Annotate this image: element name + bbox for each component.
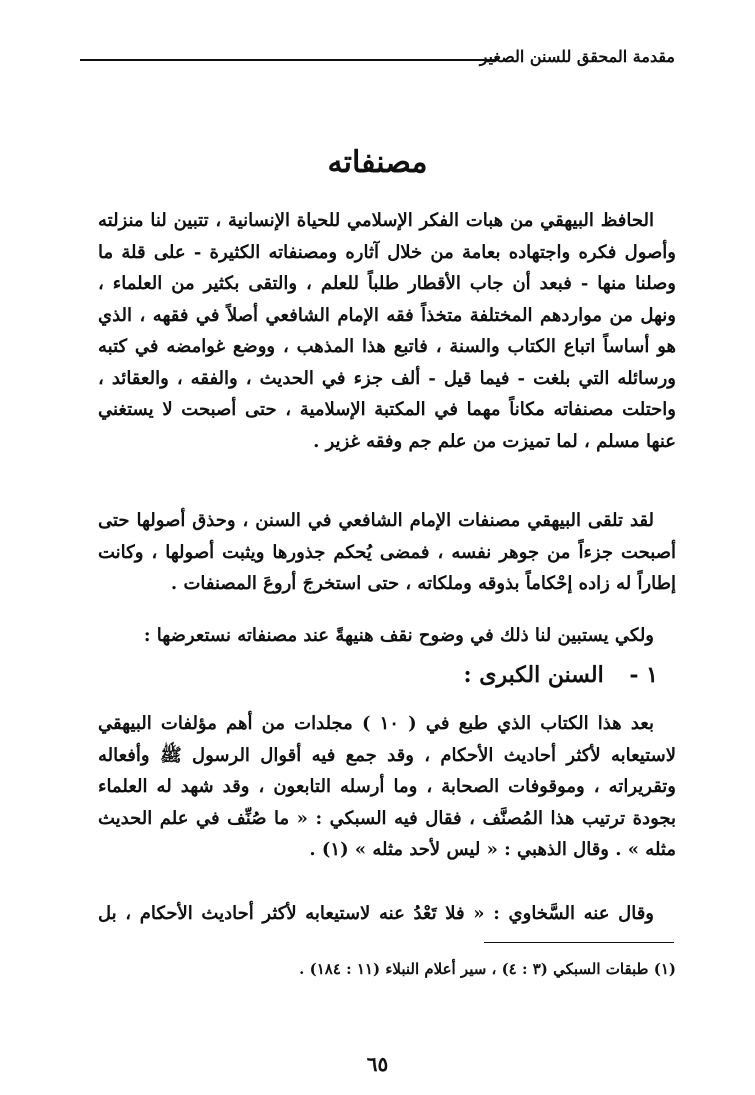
paragraph-sunan-kubra (98, 708, 676, 866)
text-line: مثله » . وقال الذهبي : « ليس لأحد مثله » (١) . (309, 839, 676, 860)
footnote-rule (484, 942, 674, 943)
text-line: وأصول فكره واجتهاده بعامة من خلال آثاره ومصنفاته الكثيرة - على قلة ما (98, 241, 676, 263)
text-line: ونهل من مواردهم المختلفة متخذاً فقه الإمام الشافعي أصلاً في فقهه ، الذي (98, 304, 676, 326)
section-title: مصنفاته (327, 145, 428, 180)
text-line: لقد تلقى البيهقي مصنفات الإمام الشافعي في السنن ، وحذق أصولها حتى (98, 510, 654, 531)
text-line: عنها مسلم ، لما تميزت من علم جم وفقه غزير . (313, 430, 676, 452)
text-line: لاستيعابه لأكثر أحاديث الأحكام ، وقد جمع فيه أقوال الرسول ﷺ وأفعاله (98, 744, 676, 766)
running-header-title: مقدمة المحقق للسنن الصغير (479, 47, 675, 66)
text-line: أصبحت جزءاً من جوهر نفسه ، فمضى يُحكم جذورها ويثبت أصولها ، وكانت (98, 541, 676, 563)
text-line: وقال عنه السَّخاوي : « فلا تَعْدُ عنه لاستيعابه لأكثر أحاديث الأحكام ، بل (98, 903, 654, 924)
subheading-title: السنن الكبرى : (463, 662, 604, 688)
subheading-sunan-kubra (98, 662, 658, 688)
header-rule (80, 59, 497, 61)
paragraph-sakhawi (98, 898, 676, 930)
text-line: ولكي يستبين لنا ذلك في وضوح نقف هنيهةً عند مصنفاته نستعرضها : (143, 625, 654, 646)
text-line: وتقريراته ، وموقوفات الصحابة ، وما أرسله التابعون ، وقد شهد له العلماء (98, 776, 676, 797)
page-number: ٦٥ (366, 1052, 389, 1076)
subheading-number: ١ - (629, 662, 658, 688)
text-line: هو أساساً اتباع الكتاب والسنة ، فاتبع هذا المذهب ، ووضع غوامضه في كتبه (98, 336, 676, 357)
text-line: بعد هذا الكتاب الذي طبع في ( ١٠ ) مجلدات من أهم مؤلفات البيهقي (98, 713, 654, 734)
text-line: ورسائله التي بلغت - فيما قيل - ألف جزء في الحديث ، والفقه ، والعقائد ، (98, 367, 676, 389)
paragraph-intro (98, 205, 676, 457)
text-line: الحافظ البيهقي من هبات الفكر الإسلامي للحياة الإنسانية ، تتبين لنا منزلته (98, 210, 654, 231)
running-header (80, 45, 675, 75)
text-line: واحتلت مصنفاته مكاناً مهما في المكتبة الإسلامية ، حتى أصبحت لا يستغني (98, 399, 676, 420)
paragraph-sunan-shafii (98, 505, 676, 600)
footnote: (١) طبقات السبكي (٣ : ٤) ، سير أعلام النبلاء (١١ : ١٨٤) . (299, 960, 676, 978)
text-line: بجودة ترتيب هذا المُصنَّف ، فقال فيه السبكي : « ما صُنِّف في علم الحديث (98, 807, 676, 829)
text-line: إطاراً له زاده إحْكاماً بذوقه وملكاته ، حتى استخرجَ أروعَ المصنفات . (170, 573, 676, 594)
paragraph-transition (98, 620, 676, 652)
text-line: وصلنا منها - فبعد أن جاب الأقطار طلباً للعلم ، والتقى بكثير من العلماء ، (98, 273, 676, 294)
